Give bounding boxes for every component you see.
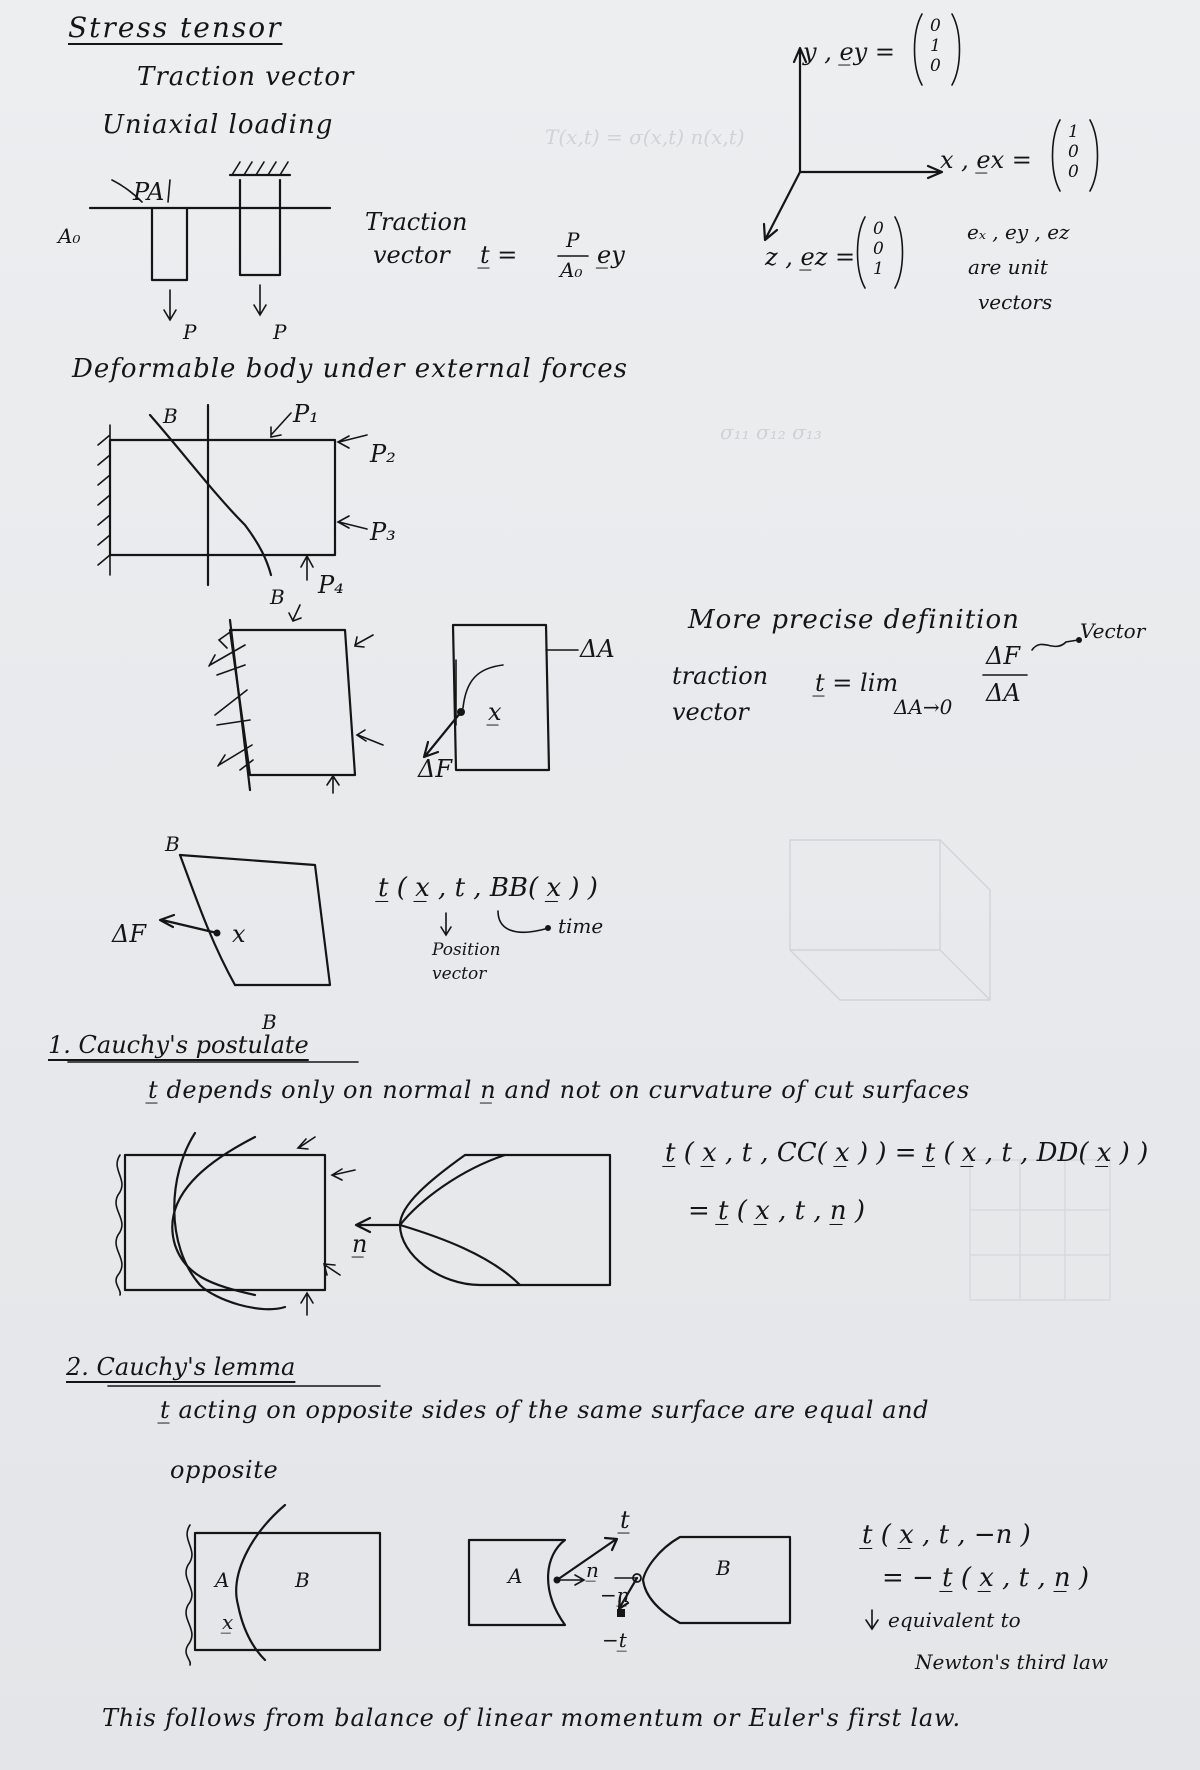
force-label-p1: P₁	[293, 400, 319, 428]
traction-label-line2: vector	[373, 241, 450, 269]
unit-vector-note: are unit	[968, 255, 1048, 279]
footer-sentence: This follows from balance of linear momentum or Euler's first law.	[102, 1704, 961, 1732]
postulate-heading	[48, 1033, 309, 1057]
postulate-equation-line2: = t̲ ( x̲ , t , n̲ )	[688, 1196, 866, 1226]
position-vector-label: Position	[432, 940, 501, 960]
normal-label-n: n̲	[586, 1558, 599, 1582]
traction-formula-denominator: A₀	[560, 258, 583, 282]
lemma-heading	[66, 1355, 295, 1379]
heading-underline	[68, 1060, 358, 1064]
bleed-through-sketch	[780, 820, 1000, 1010]
ex-vector-row: 0	[1068, 162, 1079, 182]
traction-formula-numerator: P	[566, 228, 580, 252]
ez-vector-row: 0	[873, 219, 884, 239]
axis-y-label: y , e̲y =	[803, 38, 895, 66]
cut-body-diagram	[205, 605, 385, 795]
fraction-bar	[983, 673, 1027, 677]
time-label: time	[558, 914, 604, 938]
lemma-statement-line2: opposite	[170, 1456, 279, 1484]
lemma-split-diagram	[465, 1515, 805, 1685]
lemma-statement-line1: t̲ acting on opposite sides of the same surface are equal and	[160, 1396, 930, 1424]
axis-x-label: x , e̲x =	[940, 146, 1032, 174]
implies-arrow	[862, 1610, 882, 1632]
traction-label-neg-t: −t̲	[602, 1628, 627, 1652]
bleed-through-text: T(x,t) = σ(x,t) n(x,t)	[545, 125, 745, 149]
vector-note-arrow	[1030, 628, 1085, 658]
postulate-heading-text: 1. Cauchy's postulate	[48, 1031, 309, 1059]
lemma-equation-line1: t̲ ( x̲ , t , −n )	[862, 1520, 1031, 1550]
point-label-x: x̲	[488, 698, 502, 726]
point-label-x: x̲	[222, 1610, 234, 1634]
ex-vector-row: 1	[1068, 122, 1079, 142]
label-pa: PA	[133, 178, 165, 206]
page-title: Stress tensor	[68, 11, 283, 44]
limit-expression: t̲ = lim	[815, 669, 899, 697]
unit-vector-note: eₓ , ey , ez	[967, 220, 1070, 244]
point-label-x: x	[232, 920, 246, 948]
equivalence-note-line1: equivalent to	[888, 1608, 1021, 1632]
cut-label-b-top: B	[165, 832, 180, 856]
deformable-body-diagram	[95, 405, 415, 609]
label-p-right: P	[273, 320, 287, 344]
normal-label: n̲	[352, 1230, 368, 1258]
normal-label-neg-n: −n̲	[600, 1583, 630, 1607]
ey-vector-row: 0	[930, 56, 941, 76]
ez-vector-row: 1	[873, 259, 884, 279]
force-label-p4: P₄	[318, 571, 344, 599]
axis-z-label: z , e̲z =	[765, 243, 856, 271]
lemma-heading-text: 2. Cauchy's lemma	[66, 1353, 296, 1381]
bleed-through-sketch	[960, 1150, 1130, 1320]
bleed-through-text: σ₁₁ σ₁₂ σ₁₃	[720, 420, 822, 444]
force-label-p3: P₃	[370, 518, 396, 546]
force-label-delta-f: ΔF	[418, 755, 452, 783]
traction-label-line1: Traction	[365, 208, 468, 236]
limit-denominator: ΔA	[986, 679, 1021, 707]
region-label-a: A	[508, 1564, 523, 1588]
limit-subscript: ΔA→0	[894, 695, 953, 719]
region-label-b: B	[716, 1556, 731, 1580]
ez-vector-row: 0	[873, 239, 884, 259]
equivalence-note-line2: Newton's third law	[915, 1650, 1109, 1674]
traction-label-t: t̲	[620, 1506, 630, 1534]
position-vector-label: vector	[432, 964, 487, 984]
traction-word: traction	[672, 662, 769, 690]
force-label-p2: P₂	[370, 440, 396, 468]
postulate-diagram	[100, 1125, 620, 1315]
heading-underline	[108, 1384, 380, 1388]
force-label-delta-f: ΔF	[112, 920, 146, 948]
traction-formula-lhs: t̲ =	[480, 241, 518, 269]
region-label-a: A	[215, 1568, 230, 1592]
postulate-equation-line1: t̲ ( x̲ , t , CC( x̲ ) ) = t̲ ( x̲ , t , DD( x̲ ) )	[665, 1138, 1149, 1168]
uniaxial-loading-diagram	[60, 150, 350, 350]
region-label-b: B	[295, 1568, 310, 1592]
lemma-equation-line2: = − t̲ ( x̲ , t , n̲ )	[882, 1563, 1090, 1593]
ey-vector-row: 1	[930, 36, 941, 56]
label-p-left: P	[183, 320, 197, 344]
cut-label-b-bottom: B	[262, 1010, 277, 1034]
deformable-body-heading: Deformable body under external forces	[72, 354, 628, 384]
postulate-statement: t̲ depends only on normal n̲ and not on curvature of cut surfaces	[148, 1076, 970, 1104]
cut-label-b-top: B	[163, 404, 178, 428]
unit-vector-note: vectors	[978, 290, 1053, 314]
area-label-delta-a: ΔA	[580, 635, 615, 663]
section-heading-uniaxial: Uniaxial loading	[102, 110, 334, 140]
traction-function-expression: t̲ ( x̲ , t , BB( x̲ ) )	[378, 873, 598, 903]
section-heading-traction: Traction vector	[137, 62, 355, 92]
cut-label-b-bottom: B	[270, 585, 285, 609]
precise-definition-heading: More precise definition	[688, 605, 1020, 635]
ey-vector-row: 0	[930, 16, 941, 36]
vector-word: vector	[672, 698, 749, 726]
ex-vector-row: 0	[1068, 142, 1079, 162]
label-a0: A₀	[58, 224, 81, 248]
vector-note: Vector	[1080, 619, 1146, 643]
traction-formula-direction: e̲y	[597, 241, 625, 269]
lemma-body-diagram	[170, 1505, 410, 1665]
limit-numerator: ΔF	[986, 642, 1020, 670]
